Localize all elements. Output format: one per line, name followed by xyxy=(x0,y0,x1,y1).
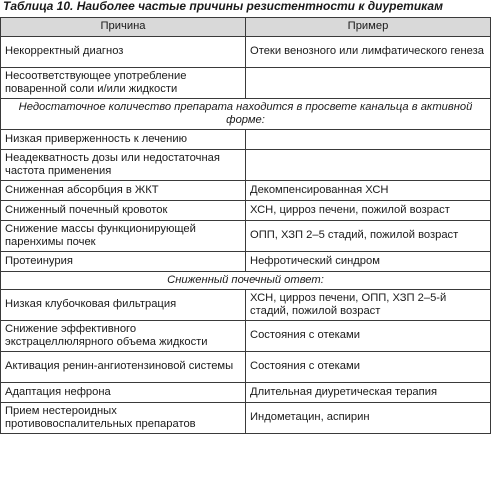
table-row xyxy=(1,352,491,383)
example-cell xyxy=(246,150,491,181)
cause-cell: Низкая приверженность к лечению xyxy=(1,130,246,150)
cause-cell: Адаптация нефрона xyxy=(1,383,246,403)
table-row xyxy=(1,68,491,99)
example-cell: Отеки венозного или лимфатического генеза xyxy=(246,37,491,68)
cause-cell: Протеинурия xyxy=(1,252,246,272)
section-row xyxy=(1,272,491,290)
example-cell: Состояния с отеками xyxy=(246,321,491,352)
example-cell: Состояния с отеками xyxy=(246,352,491,383)
example-cell: ОПП, ХЗП 2–5 стадий, пожилой возраст xyxy=(246,221,491,252)
cause-cell: Несоответствующее употребление поваренной соли и/или жидкости xyxy=(1,68,246,99)
table-row xyxy=(1,290,491,321)
cause-cell: Сниженная абсорбция в ЖКТ xyxy=(1,181,246,201)
example-cell: ХСН, цирроз печени, ОПП, ХЗП 2–5-й стадий, пожилой возраст xyxy=(246,290,491,321)
cause-cell: Сниженный почечный кровоток xyxy=(1,201,246,221)
example-cell xyxy=(246,68,491,99)
table-row xyxy=(1,201,491,221)
table-row xyxy=(1,37,491,68)
table-row xyxy=(1,252,491,272)
cause-cell: Неадекватность дозы или недостаточная частота применения xyxy=(1,150,246,181)
table-row xyxy=(1,130,491,150)
cause-cell: Снижение эффективного экстрацеллюлярного объема жидкости xyxy=(1,321,246,352)
cause-cell: Активация ренин-ангиотензиновой системы xyxy=(1,352,246,383)
cause-cell: Некорректный диагноз xyxy=(1,37,246,68)
section-label: Сниженный почечный ответ: xyxy=(1,272,491,290)
example-cell: Длительная диуретическая терапия xyxy=(246,383,491,403)
header-example: Пример xyxy=(246,18,491,37)
example-cell xyxy=(246,130,491,150)
table-row xyxy=(1,403,491,434)
example-cell: Нефротический синдром xyxy=(246,252,491,272)
table-row xyxy=(1,221,491,252)
table-row xyxy=(1,181,491,201)
table-row xyxy=(1,150,491,181)
table-row xyxy=(1,383,491,403)
cause-cell: Прием нестероидных противовоспалительных препаратов xyxy=(1,403,246,434)
header-cause: Причина xyxy=(1,18,246,37)
example-cell: Индометацин, аспирин xyxy=(246,403,491,434)
diuretic-resistance-table xyxy=(0,17,491,434)
cause-cell: Низкая клубочковая фильтрация xyxy=(1,290,246,321)
cause-cell: Снижение массы функционирующей паренхимы почек xyxy=(1,221,246,252)
example-cell: ХСН, цирроз печени, пожилой возраст xyxy=(246,201,491,221)
section-row xyxy=(1,99,491,130)
section-label: Недостаточное количество препарата находится в просвете канальца в активной форме: xyxy=(1,99,491,130)
example-cell: Декомпенсированная ХСН xyxy=(246,181,491,201)
table-header-row xyxy=(1,18,491,37)
table-row xyxy=(1,321,491,352)
table-caption: Таблица 10. Наиболее частые причины резистентности к диуретикам xyxy=(3,0,443,13)
